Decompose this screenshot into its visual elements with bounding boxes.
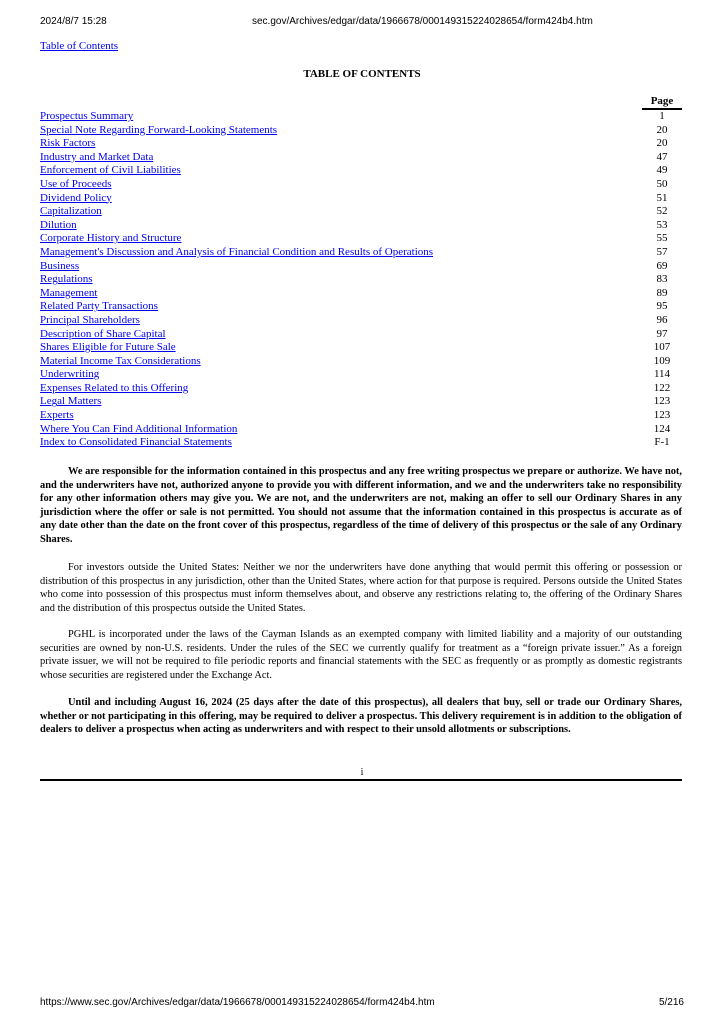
toc-row <box>40 192 682 206</box>
toc-page-number: 47 <box>656 150 668 163</box>
toc-row <box>40 328 682 342</box>
dealer-prospectus-delivery-paragraph: Until and including August 16, 2024 (25 days after the date of this prospectus), all dealers that buy, sell or trade our Ordinary Shares, whether or not participating in this offering, may be required to deliver a prospectus. This delivery requirement is in addition to the obligation of dealers to deliver a prospectus when acting as underwriters and with respect to their unsold allotments or subscriptions. <box>40 697 682 736</box>
table-of-contents-link[interactable]: Table of Contents <box>40 40 119 52</box>
responsibility-paragraph: We are responsible for the information contained in this prospectus and any free writing prospectus we prepare or authorize. We have not, and the underwriters have not, authorized anyone to provide you with different information, and we and the underwriters take no responsibility for any other information others may give you. We are not, and the underwriters are not, making an offer to sell our Ordinary Shares in any jurisdiction where the offer or sale is not permitted. You should not assume that the information contained in this prospectus is accurate as of any date other than the date on the front cover of this prospectus, regardless of the time of delivery of this prospectus or the sale of any Ordinary Shares. <box>40 466 682 545</box>
toc-row <box>40 232 682 246</box>
toc-entry-principal-shareholders[interactable]: Principal Shareholders <box>40 313 140 326</box>
toc-entry-capitalization[interactable]: Capitalization <box>40 205 102 218</box>
print-footer-url: https://www.sec.gov/Archives/edgar/data/1966678/000149315224028654/form424b4.htm <box>40 997 435 1008</box>
toc-page-number: 20 <box>656 137 668 150</box>
toc-entry-risk-factors[interactable]: Risk Factors <box>40 137 96 150</box>
toc-entry-business[interactable]: Business <box>40 259 80 272</box>
toc-page-number: 123 <box>653 409 671 422</box>
page-number: i <box>360 767 364 778</box>
toc-row <box>40 124 682 138</box>
toc-row <box>40 300 682 314</box>
toc-list <box>40 110 682 450</box>
toc-row <box>40 151 682 165</box>
toc-entry-dividend-policy[interactable]: Dividend Policy <box>40 191 112 204</box>
print-header <box>40 16 684 30</box>
toc-page-number: 83 <box>656 273 668 286</box>
foreign-private-issuer-paragraph: PGHL is incorporated under the laws of the Cayman Islands as an exempted company with limited liability and a majority of our outstanding securities are owned by non-U.S. residents. Under the rules of the SEC we currently qualify for treatment as a “foreign private issuer.” As a foreign private issuer, we will not be required to file periodic reports and financial statements with the SEC as frequently or as promptly as domestic registrants whose securities are registered under the Exchange Act. <box>40 629 682 681</box>
toc-row <box>40 137 682 151</box>
toc-entry-enforcement-civil-liabilities[interactable]: Enforcement of Civil Liabilities <box>40 164 181 177</box>
page-divider <box>40 779 682 781</box>
toc-entry-related-party[interactable]: Related Party Transactions <box>40 300 158 313</box>
toc-entry-prospectus-summary[interactable]: Prospectus Summary <box>40 110 134 122</box>
toc-page-number: 95 <box>656 300 668 313</box>
toc-page-number: 97 <box>656 327 668 340</box>
toc-row <box>40 382 682 396</box>
toc-page-number: 49 <box>656 164 668 177</box>
toc-page-number: 114 <box>653 368 671 381</box>
toc-entry-financial-statements-index[interactable]: Index to Consolidated Financial Statements <box>40 436 232 449</box>
toc-row <box>40 409 682 423</box>
toc-page-number: 50 <box>656 177 668 190</box>
toc-page-number: 1 <box>659 110 665 122</box>
print-timestamp: 2024/8/7 15:28 <box>40 16 107 27</box>
print-page-count: 5/216 <box>658 997 684 1008</box>
toc-page-number: 69 <box>656 259 668 272</box>
toc-row <box>40 314 682 328</box>
toc-entry-underwriting[interactable]: Underwriting <box>40 368 100 381</box>
toc-page-number: 51 <box>656 191 668 204</box>
toc-page-number: 53 <box>656 218 668 231</box>
toc-page-number: 122 <box>653 381 671 394</box>
toc-entry-corporate-history[interactable]: Corporate History and Structure <box>40 232 182 245</box>
toc-row <box>40 368 682 382</box>
toc-row <box>40 273 682 287</box>
toc-page-number: 109 <box>653 354 671 367</box>
toc-row <box>40 355 682 369</box>
toc-row <box>40 423 682 437</box>
toc-page-number: 20 <box>656 123 668 136</box>
investors-outside-us-paragraph: For investors outside the United States: Neither we nor the underwriters have done anything that would permit this offering or possession or distribution of this prospectus in any jurisdiction, other than the United States, where action for that purpose is required. Persons outside the United States who come into possession of this prospectus must inform themselves about, and observe any restrictions relating to, the offering of the Ordinary Shares and the distribution of this prospectus outside the United States. <box>40 562 682 614</box>
print-header-url: sec.gov/Archives/edgar/data/1966678/000149315224028654/form424b4.htm <box>252 16 593 27</box>
toc-page-number: 89 <box>656 286 668 299</box>
toc-page-number: 52 <box>656 205 668 218</box>
toc-row <box>40 178 682 192</box>
toc-row <box>40 110 682 124</box>
toc-row <box>40 395 682 409</box>
toc-page-number: 123 <box>653 395 671 408</box>
toc-row <box>40 246 682 260</box>
toc-row <box>40 205 682 219</box>
toc-entry-experts[interactable]: Experts <box>40 409 74 422</box>
toc-entry-management[interactable]: Management <box>40 286 98 299</box>
toc-entry-forward-looking-statements[interactable]: Special Note Regarding Forward-Looking Statements <box>40 123 278 136</box>
toc-entry-share-capital[interactable]: Description of Share Capital <box>40 327 166 340</box>
toc-page-number: F-1 <box>654 436 670 449</box>
toc-row <box>40 260 682 274</box>
toc-entry-regulations[interactable]: Regulations <box>40 273 93 286</box>
toc-row <box>40 219 682 233</box>
toc-page-number: 57 <box>656 245 668 258</box>
toc-entry-dilution[interactable]: Dilution <box>40 218 77 231</box>
toc-entry-mda[interactable]: Management's Discussion and Analysis of Financial Condition and Results of Operations <box>40 245 434 258</box>
toc-row <box>40 436 682 450</box>
toc-entry-future-sale[interactable]: Shares Eligible for Future Sale <box>40 341 176 354</box>
toc-entry-legal-matters[interactable]: Legal Matters <box>40 395 102 408</box>
toc-page-number: 96 <box>656 313 668 326</box>
print-footer <box>40 997 684 1011</box>
toc-entry-tax-considerations[interactable]: Material Income Tax Considerations <box>40 354 201 367</box>
toc-page-number: 55 <box>656 232 668 245</box>
toc-entry-industry-market-data[interactable]: Industry and Market Data <box>40 150 154 163</box>
toc-page-number: 124 <box>653 422 671 435</box>
toc-page-number: 107 <box>653 341 671 354</box>
toc-entry-expenses[interactable]: Expenses Related to this Offering <box>40 381 189 394</box>
toc-entry-use-of-proceeds[interactable]: Use of Proceeds <box>40 177 112 190</box>
toc-row <box>40 341 682 355</box>
toc-row <box>40 287 682 301</box>
page-title: TABLE OF CONTENTS <box>303 68 421 80</box>
toc-row <box>40 164 682 178</box>
page-column-header: Page <box>642 95 682 110</box>
toc-entry-additional-information[interactable]: Where You Can Find Additional Information <box>40 422 238 435</box>
